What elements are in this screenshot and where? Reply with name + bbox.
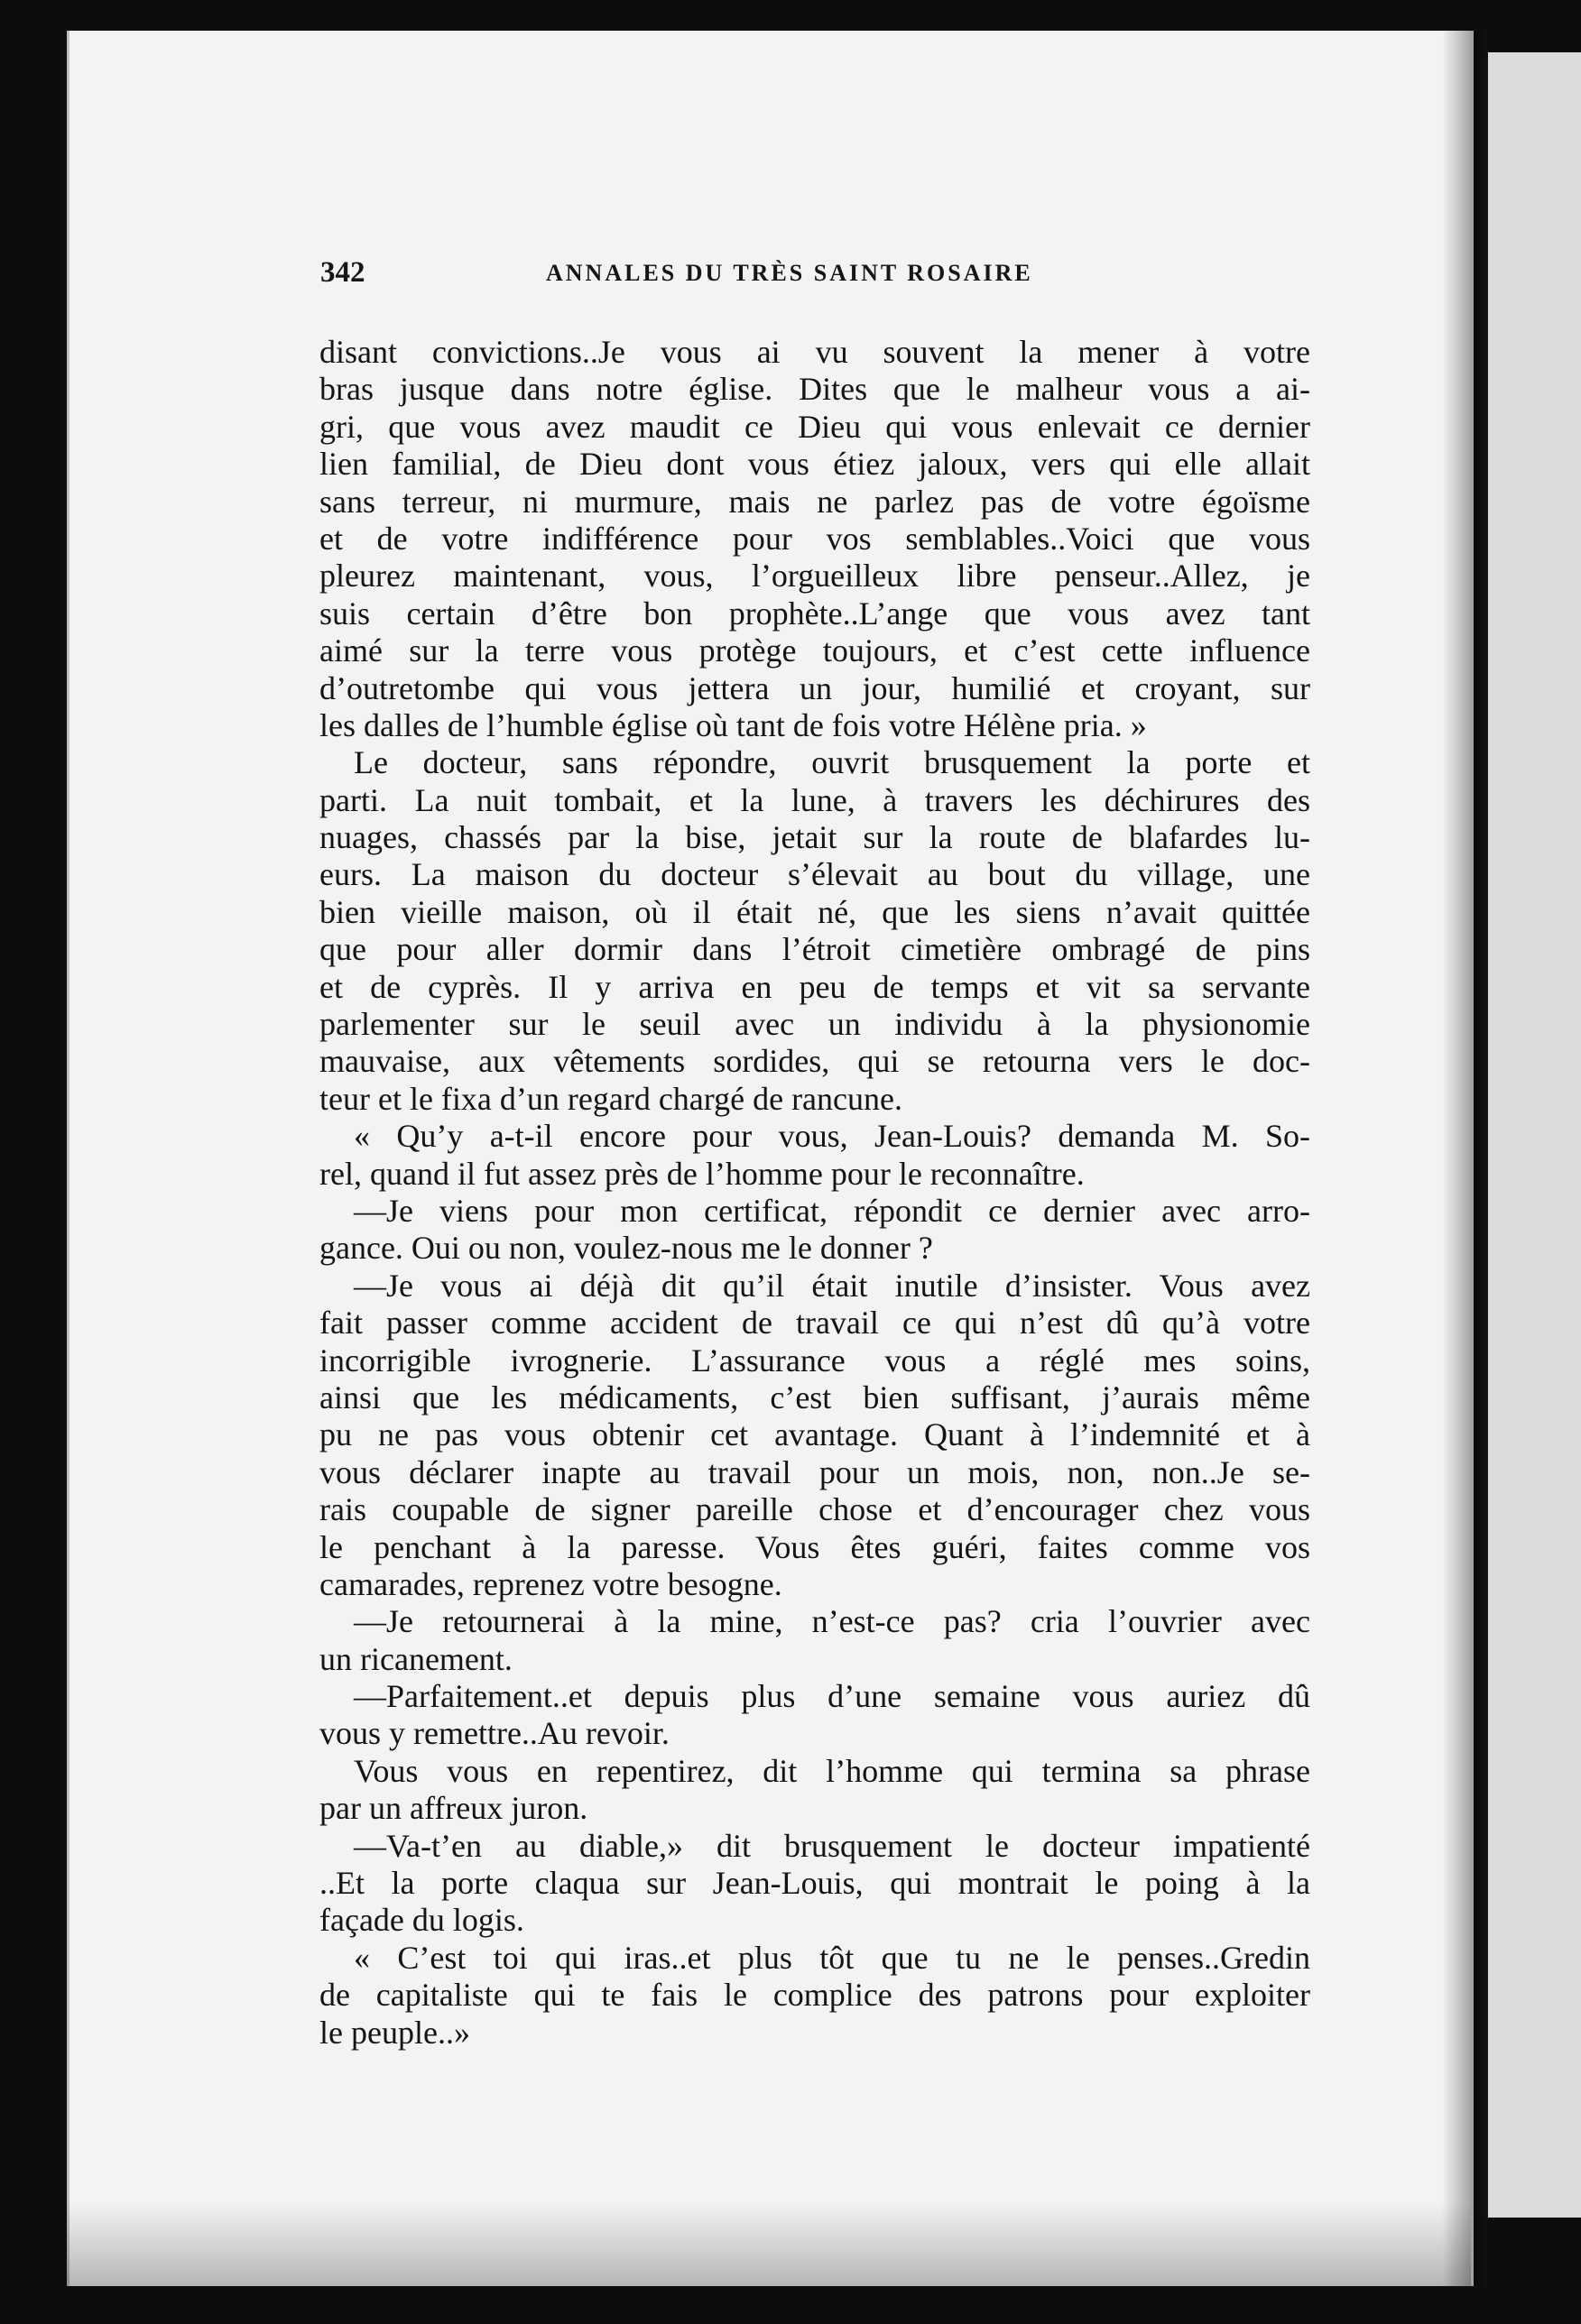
text-line: nuages, chassés par la bise, jetait sur la route de blafardes lu-: [319, 819, 1310, 856]
page-number: 342: [320, 256, 365, 289]
text-line: ainsi que les médicaments, c’est bien suffisant, j’aurais même: [319, 1379, 1310, 1416]
text-line: parti. La nuit tombait, et la lune, à travers les déchirures des: [319, 781, 1310, 818]
text-line: le penchant à la paresse. Vous êtes guéri, faites comme vos: [319, 1528, 1310, 1565]
text-line: incorrigible ivrognerie. L’assurance vous a réglé mes soins,: [319, 1342, 1310, 1379]
text-line: —Je viens pour mon certificat, répondit ce dernier avec arro-: [354, 1192, 1310, 1229]
text-line: pleurez maintenant, vous, l’orgueilleux libre penseur..Allez, je: [319, 558, 1310, 595]
text-line: pu ne pas vous obtenir cet avantage. Quant à l’indemnité et à: [319, 1416, 1310, 1453]
text-line: Le docteur, sans répondre, ouvrit brusquement la porte et: [354, 744, 1310, 781]
text-line: disant convictions..Je vous ai vu souvent la mener à votre: [319, 334, 1310, 370]
page-gutter-shadow: [1442, 31, 1487, 2286]
page-bottom-shadow: [67, 2201, 1471, 2286]
running-head: ANNALES DU TRÈS SAINT ROSAIRE: [546, 260, 1033, 286]
text-line: un ricanement.: [319, 1640, 513, 1677]
text-line: sans terreur, ni murmure, mais ne parlez pas de votre égoïsme: [319, 483, 1310, 520]
text-line: Vous vous en repentirez, dit l’homme qui termina sa phrase: [354, 1752, 1310, 1789]
text-line: teur et le fixa d’un regard chargé de rancune.: [319, 1080, 902, 1117]
text-line: de capitaliste qui te fais le complice des patrons pour exploiter: [319, 1977, 1310, 2014]
text-line: « C’est toi qui iras..et plus tôt que tu ne le penses..Gredin: [354, 1939, 1310, 1976]
body-text: [319, 334, 1310, 2052]
text-line: eurs. La maison du docteur s’élevait au bout du village, une: [319, 856, 1310, 893]
text-line: —Je retournerai à la mine, n’est-ce pas? cria l’ouvrier avec: [354, 1603, 1310, 1640]
text-line: vous y remettre..Au revoir.: [319, 1715, 670, 1752]
text-line: aimé sur la terre vous protège toujours, et c’est cette influence: [319, 632, 1310, 669]
page-header: [320, 256, 1336, 301]
text-line: ..Et la porte claqua sur Jean-Louis, qui montrait le poing à la: [319, 1865, 1310, 1902]
text-line: « Qu’y a-t-il encore pour vous, Jean-Louis? demanda M. So-: [354, 1118, 1310, 1155]
text-line: bras jusque dans notre église. Dites que le malheur vous a ai-: [319, 371, 1310, 408]
text-line: par un affreux juron.: [319, 1790, 588, 1827]
text-line: vous déclarer inapte au travail pour un mois, non, non..Je se-: [319, 1453, 1310, 1490]
adjacent-page-edge: [1484, 52, 1581, 2218]
text-line: que pour aller dormir dans l’étroit cimetière ombragé de pins: [319, 931, 1310, 968]
text-line: gance. Oui ou non, voulez-nous me le donner ?: [319, 1230, 933, 1267]
text-line: fait passer comme accident de travail ce qui n’est dû qu’à votre: [319, 1305, 1310, 1342]
text-line: lien familial, de Dieu dont vous étiez jaloux, vers qui elle allait: [319, 446, 1310, 483]
text-line: —Je vous ai déjà dit qu’il était inutile d’insister. Vous avez: [354, 1267, 1310, 1304]
text-line: —Parfaitement..et depuis plus d’une semaine vous auriez dû: [354, 1678, 1310, 1715]
text-line: suis certain d’être bon prophète..L’ange que vous avez tant: [319, 595, 1310, 632]
text-line: rel, quand il fut assez près de l’homme pour le reconnaître.: [319, 1155, 1085, 1192]
text-line: façade du logis.: [319, 1902, 524, 1939]
text-line: le peuple..»: [319, 2014, 470, 2051]
text-line: bien vieille maison, où il était né, que les siens n’avait quittée: [319, 893, 1310, 930]
text-line: —Va-t’en au diable,» dit brusquement le docteur impatienté: [354, 1827, 1310, 1864]
text-line: rais coupable de signer pareille chose et d’encourager chez vous: [319, 1491, 1310, 1528]
text-line: mauvaise, aux vêtements sordides, qui se retourna vers le doc-: [319, 1043, 1310, 1080]
text-line: et de cyprès. Il y arriva en peu de temps et vit sa servante: [319, 968, 1310, 1005]
text-line: et de votre indifférence pour vos semblables..Voici que vous: [319, 520, 1310, 557]
text-line: camarades, reprenez votre besogne.: [319, 1565, 782, 1602]
text-line: les dalles de l’humble église où tant de fois votre Hélène pria. »: [319, 706, 1147, 743]
text-line: gri, que vous avez maudit ce Dieu qui vous enlevait ce dernier: [319, 408, 1310, 445]
text-line: parlementer sur le seuil avec un individu à la physionomie: [319, 1006, 1310, 1043]
text-line: d’outretombe qui vous jettera un jour, humilié et croyant, sur: [319, 669, 1310, 706]
